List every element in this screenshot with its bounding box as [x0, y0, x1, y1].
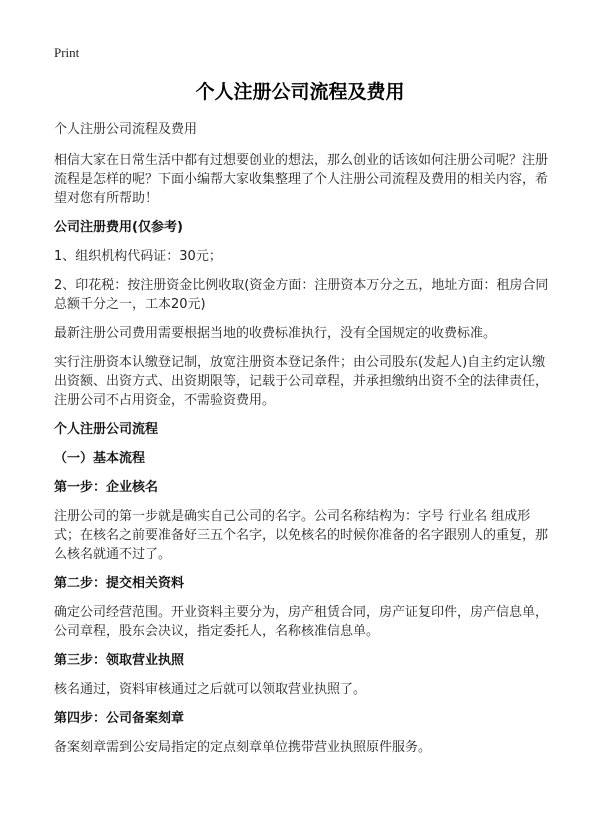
step-text: 核名通过，资料审核通过之后就可以领取营业执照了。	[54, 682, 367, 697]
fees-heading: 公司注册费用(仅参考)	[54, 220, 183, 235]
page-title: 个人注册公司流程及费用	[195, 81, 405, 103]
fee-item: 2、印花税：按注册资金比例收取(资金方面：注册资本万分之五，地址方面：租房合同总额千分之一，工本20元)	[54, 278, 549, 312]
step-title: 第二步：提交相关资料	[54, 576, 185, 591]
step-title: 第三步：领取营业执照	[54, 653, 185, 668]
step-title: 第四步：公司备案刻章	[54, 711, 185, 726]
step-text: 备案刻章需到公安局指定的定点刻章单位携带营业执照原件服务。	[54, 740, 432, 755]
fees-note: 最新注册公司费用需要根据当地的收费标准执行，没有全国规定的收费标准。	[54, 326, 497, 341]
intro-paragraph: 相信大家在日常生活中都有过想要创业的想法，那么创业的话该如何注册公司呢？注册流程是怎样的呢？下面小编帮大家收集整理了个人注册公司流程及费用的相关内容，希望对您有所帮助！	[54, 153, 549, 206]
step-text: 注册公司的第一步就是确实自己公司的名字。公司名称结构为：字号 行业名 组成形式；在核名之前要准备好三五个名字，以免核名的时候你准备的名字跟别人的重复，那么核名就通不过了。	[54, 509, 549, 562]
step-title: 第一步：企业核名	[54, 480, 159, 495]
basic-process-heading: （一）基本流程	[54, 451, 146, 466]
step-text: 确定公司经营范围。开业资料主要分为，房产租赁合同，房产证复印件，房产信息单，公司章程，股东会决议，指定委托人，名称核准信息单。	[54, 605, 549, 639]
fees-note: 实行注册资本认缴登记制，放宽注册资本登记条件；由公司股东(发起人)自主约定认缴出资额、出资方式、出资期限等，记载于公司章程，并承担缴纳出资不全的法律责任，注册公司不占用资金，不需验资费用。	[54, 355, 549, 408]
print-link[interactable]: Print	[54, 45, 80, 60]
article-body	[54, 120, 554, 767]
process-heading: 个人注册公司流程	[54, 422, 159, 437]
article-subtitle: 个人注册公司流程及费用	[54, 122, 198, 137]
fee-item: 1、组织机构代码证：30元；	[54, 249, 222, 264]
